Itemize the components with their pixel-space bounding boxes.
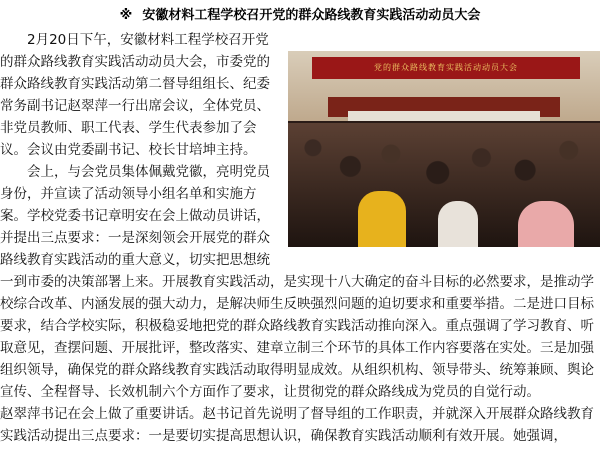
- photo-person-yellow: [358, 191, 406, 247]
- paragraph-2: 会上，与会党员集体佩戴党徽，亮明党员身份，并宣读了活动领导小组名单和实施方案。学校党委书记章明安在会上做动员讲话，并提出三点要求：一是深刻领会开展党的群众路线教育实践活动的重大意义，切实把思想统一到市委的决策部署上来。开展教育实践活动，是实现十八大确定的奋斗目标的必然要求，是推动学校综合改革、内涵发展的强大动力，是解决师生反映强烈问题的迫切要求和重要举措。二是进口目标要求，结合学校实际，积极稳妥地把党的群众路线教育实践活动推向深入。重点强调了学习教育、听取意见，查摆问题、开展批评，整改落实、建章立制三个环节的具体工作内容要落在实处。三是加强组织领导，确保党的群众路线教育实践活动取得明显成效。从组织机构、领导带头、统筹兼顾、舆论宣传、全程督导、长效机制六个方面作了要求，让贯彻党的群众路线成为党员的自觉行动。: [0, 164, 594, 400]
- article-body: [0, 29, 600, 447]
- paragraph-3: 赵翠萍书记在会上做了重要讲话。赵书记首先说明了督导组的工作职责，并就深入开展群众路线教育实践活动提出三点要求：一是要切实提高思想认识，确保教育实践活动顺利有效开展。她强调，: [0, 406, 594, 444]
- title-text: 安徽材料工程学校召开党的群众路线教育实践活动动员大会: [142, 8, 481, 23]
- article-title: [0, 4, 600, 23]
- photo-person-white: [438, 201, 478, 247]
- title-mark: ※: [119, 8, 133, 23]
- meeting-photo: [288, 51, 600, 247]
- paragraph-1: 2月20日下午，安徽材料工程学校召开党的群众路线教育实践活动动员大会，市委党的群众路线教育实践活动第二督导组组长、纪委常务副书记赵翠萍一行出席会议，全体党员、非党员教师、职工代表、学生代表参加了会议。会议由党委副书记、校长甘培坤主持。: [0, 32, 270, 158]
- photo-person-pink: [518, 201, 574, 247]
- photo-table: [348, 111, 540, 121]
- photo-banner: 党的群众路线教育实践活动动员大会: [312, 57, 580, 79]
